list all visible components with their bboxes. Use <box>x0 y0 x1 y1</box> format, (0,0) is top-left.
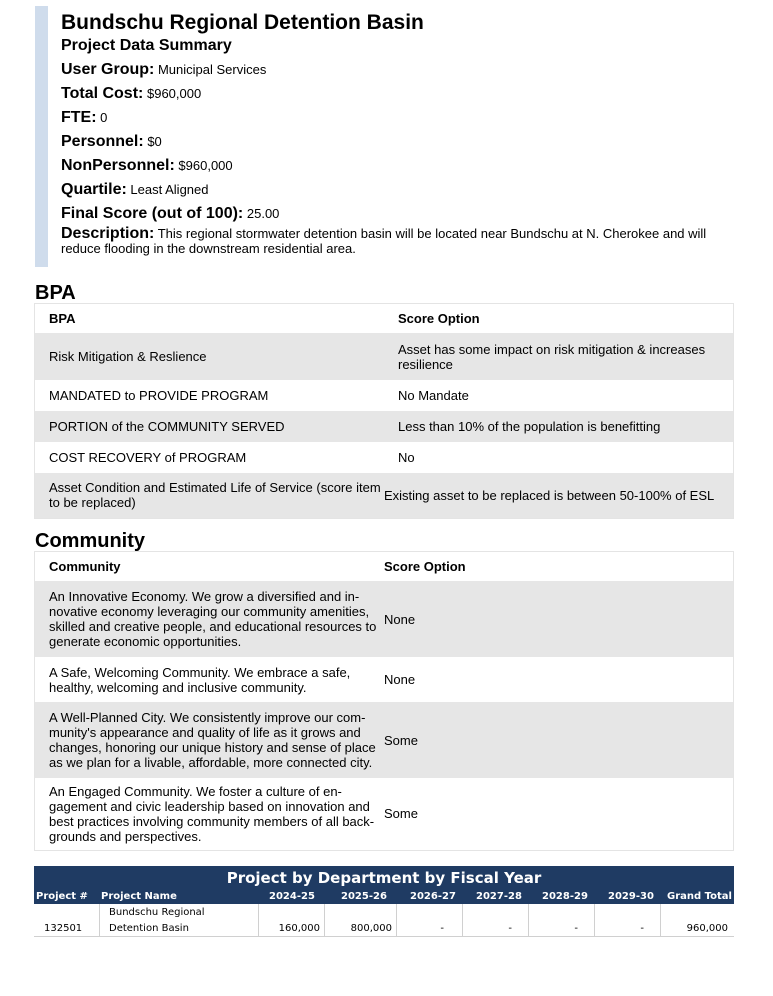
field-quartile <box>61 180 734 200</box>
column-divider <box>660 904 661 936</box>
table-row <box>35 442 734 473</box>
row-score: Existing asset to be replaced is between 50-100% of ESL <box>384 473 734 518</box>
field-label: FTE: <box>61 109 97 126</box>
row-item: Asset Condition and Estimated Life of Service (score item to be replaced) <box>35 473 385 518</box>
column-header: Grand Total <box>667 891 732 902</box>
column-header: Score Option <box>384 304 734 334</box>
project-name-line2: Detention Basin <box>109 923 189 934</box>
table-header-row <box>35 304 734 334</box>
field-value: Municipal Services <box>157 62 267 77</box>
row-item: MANDATED to PROVIDE PROGRAM <box>35 380 385 411</box>
column-header: Score Option <box>384 552 734 582</box>
row-score: No <box>384 442 734 473</box>
value-2028-29: - <box>574 923 578 934</box>
fiscal-year-table <box>34 866 734 936</box>
column-divider <box>528 904 529 936</box>
row-item: An Engaged Community. We foster a culture of en-gagement and civic leadership based on innovation and best practices involving community members of all back-grounds and perspectives. <box>35 778 385 850</box>
field-description <box>61 226 734 256</box>
field-value: 25.00 <box>246 206 280 221</box>
value-2029-30: - <box>640 923 644 934</box>
column-divider <box>258 904 259 936</box>
value-2024-25: 160,000 <box>278 923 320 934</box>
row-score: No Mandate <box>384 380 734 411</box>
bpa-table <box>34 303 734 519</box>
table-row <box>35 473 734 518</box>
value-grand-total: 960,000 <box>686 923 728 934</box>
field-value: 0 <box>100 110 108 125</box>
field-label: Personnel: <box>61 133 144 150</box>
row-item: COST RECOVERY of PROGRAM <box>35 442 385 473</box>
project-name-line1: Bundschu Regional <box>109 907 205 918</box>
column-divider <box>594 904 595 936</box>
project-summary <box>35 6 734 267</box>
table-row <box>35 581 734 657</box>
table-row <box>35 380 734 411</box>
description-text: This regional stormwater detention basin will be located near Bundschu at N. Cherokee and will reduce flooding in the downstream residential area. <box>61 226 707 256</box>
table-row <box>35 333 734 380</box>
table-row <box>35 778 734 850</box>
field-personnel <box>61 132 734 152</box>
row-item: Risk Mitigation & Reslience <box>35 333 385 380</box>
column-header: Community <box>35 552 385 582</box>
table-row <box>35 702 734 778</box>
field-label: Description: <box>61 225 155 242</box>
row-score: None <box>384 581 734 657</box>
column-header: 2027-28 <box>476 891 522 902</box>
column-header: BPA <box>35 304 385 334</box>
field-value: Least Aligned <box>130 182 209 197</box>
table-row <box>34 904 734 937</box>
table-row <box>35 657 734 702</box>
row-item: A Safe, Welcoming Community. We embrace a safe, healthy, welcoming and inclusive community. <box>35 657 385 702</box>
column-header: 2026-27 <box>410 891 456 902</box>
field-label: Final Score (out of 100): <box>61 205 244 222</box>
value-2026-27: - <box>440 923 444 934</box>
field-total-cost <box>61 84 734 104</box>
field-value: $960,000 <box>178 158 233 173</box>
project-title: Bundschu Regional Detention Basin <box>61 11 424 34</box>
column-header: 2025-26 <box>341 891 387 902</box>
row-score: Less than 10% of the population is benefitting <box>384 411 734 442</box>
field-value: $960,000 <box>146 86 202 101</box>
row-item: A Well-Planned City. We consistently improve our com-munity's appearance and quality of life as it grows and changes, honoring our unique history and sense of place as we plan for a livable, affordable, more connected city. <box>35 702 385 778</box>
row-score: Some <box>384 778 734 850</box>
field-value: $0 <box>147 134 162 149</box>
row-item: An Innovative Economy. We grow a diversified and in-novative economy leveraging our community amenities, skilled and creative people, and educational resources to generate economic opportunities. <box>35 581 385 657</box>
fiscal-column-headers <box>34 891 734 904</box>
row-score: Some <box>384 702 734 778</box>
field-label: User Group: <box>61 61 155 78</box>
column-divider <box>462 904 463 936</box>
row-score: None <box>384 657 734 702</box>
field-label: Total Cost: <box>61 85 144 102</box>
column-header: Project # <box>36 891 88 902</box>
field-label: NonPersonnel: <box>61 157 175 174</box>
fiscal-table-header <box>34 866 734 904</box>
column-header: Project Name <box>101 891 177 902</box>
field-label: Quartile: <box>61 181 127 198</box>
row-score: Asset has some impact on risk mitigation & increases resilience <box>384 333 734 380</box>
project-number: 132501 <box>44 923 83 934</box>
column-divider <box>396 904 397 936</box>
value-2027-28: - <box>508 923 512 934</box>
column-header: 2028-29 <box>542 891 588 902</box>
field-user-group <box>61 60 734 80</box>
field-fte <box>61 108 734 128</box>
value-2025-26: 800,000 <box>350 923 392 934</box>
column-header: 2024-25 <box>269 891 315 902</box>
community-table <box>34 551 734 851</box>
field-nonpersonnel <box>61 156 734 176</box>
table-header-row <box>35 552 734 582</box>
row-item: PORTION of the COMMUNITY SERVED <box>35 411 385 442</box>
fiscal-table-title: Project by Department by Fiscal Year <box>226 869 542 887</box>
column-header: 2029-30 <box>608 891 654 902</box>
table-row <box>35 411 734 442</box>
project-subtitle: Project Data Summary <box>61 37 232 54</box>
bpa-heading: BPA <box>35 282 76 304</box>
community-heading: Community <box>35 530 145 552</box>
column-divider <box>99 904 100 936</box>
column-divider <box>324 904 325 936</box>
field-final-score <box>61 204 734 224</box>
